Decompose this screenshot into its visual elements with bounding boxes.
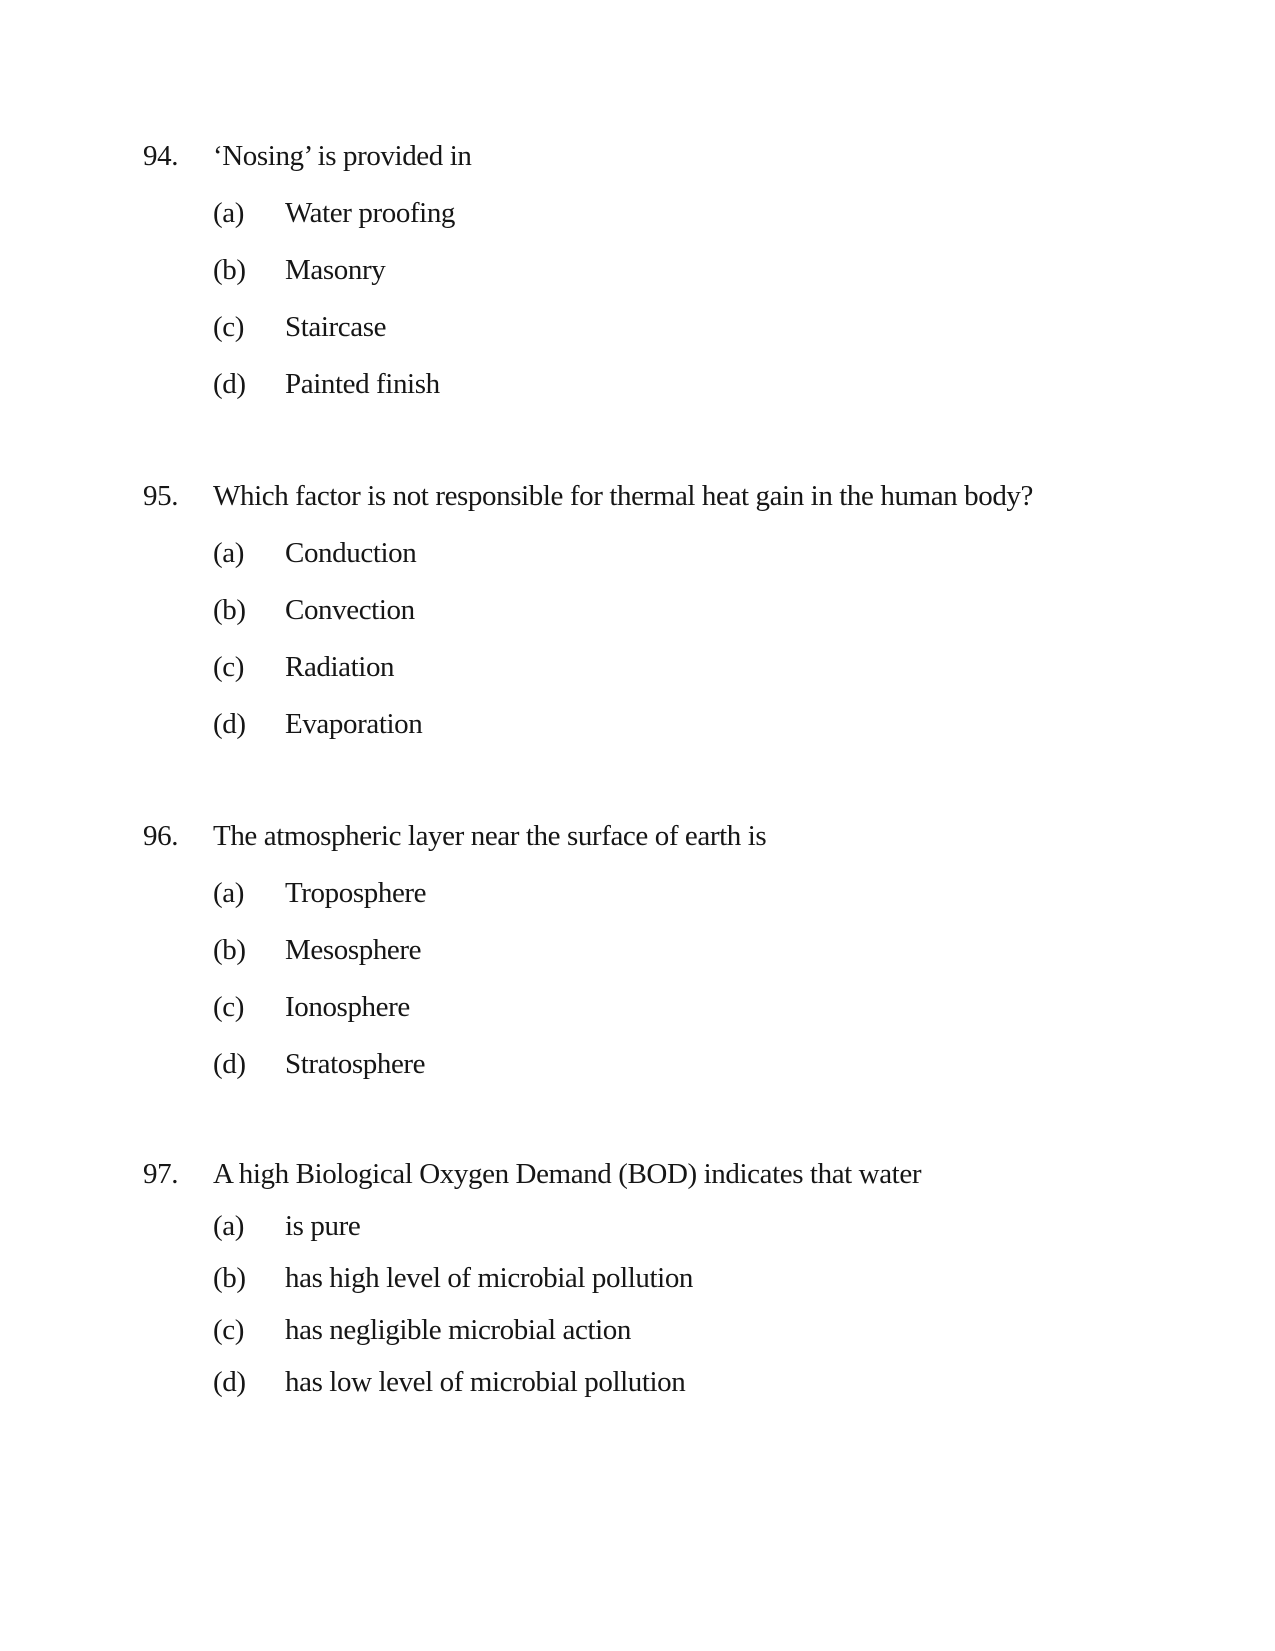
option-letter: (a) bbox=[213, 1210, 244, 1242]
question-96-option-a bbox=[143, 875, 1225, 911]
question-95-row bbox=[143, 478, 1225, 514]
option-text: Convection bbox=[285, 594, 415, 626]
question-95-option-a bbox=[143, 535, 1225, 571]
option-letter: (c) bbox=[213, 651, 244, 683]
question-96-option-b bbox=[143, 932, 1225, 968]
option-letter: (b) bbox=[213, 594, 246, 626]
option-text: is pure bbox=[285, 1210, 361, 1242]
question-text: ‘Nosing’ is provided in bbox=[213, 140, 472, 172]
option-letter: (b) bbox=[213, 254, 246, 286]
option-letter: (a) bbox=[213, 877, 244, 909]
question-95 bbox=[143, 478, 1225, 742]
question-96-option-c bbox=[143, 989, 1225, 1025]
question-97-option-b bbox=[143, 1260, 1225, 1296]
option-letter: (a) bbox=[213, 537, 244, 569]
option-text: Stratosphere bbox=[285, 1048, 426, 1080]
question-text: The atmospheric layer near the surface of earth is bbox=[213, 820, 767, 852]
question-number: 95. bbox=[143, 480, 179, 512]
question-number: 97. bbox=[143, 1158, 179, 1190]
question-97-option-a bbox=[143, 1208, 1225, 1244]
question-97-option-d bbox=[143, 1364, 1225, 1400]
option-text: Mesosphere bbox=[285, 934, 422, 966]
question-95-option-c bbox=[143, 649, 1225, 685]
option-letter: (d) bbox=[213, 1048, 246, 1080]
option-letter: (a) bbox=[213, 197, 244, 229]
question-94-row bbox=[143, 138, 1225, 174]
option-letter: (d) bbox=[213, 1366, 246, 1398]
option-letter: (b) bbox=[213, 1262, 246, 1294]
question-number: 94. bbox=[143, 140, 179, 172]
option-text: has negligible microbial action bbox=[285, 1314, 631, 1346]
option-letter: (c) bbox=[213, 311, 244, 343]
option-text: has low level of microbial pollution bbox=[285, 1366, 686, 1398]
option-text: Troposphere bbox=[285, 877, 427, 909]
option-letter: (c) bbox=[213, 991, 244, 1023]
option-letter: (b) bbox=[213, 934, 246, 966]
question-96-option-d bbox=[143, 1046, 1225, 1082]
option-text: has high level of microbial pollution bbox=[285, 1262, 694, 1294]
question-95-option-b bbox=[143, 592, 1225, 628]
option-text: Staircase bbox=[285, 311, 387, 343]
option-letter: (d) bbox=[213, 708, 246, 740]
question-97-option-c bbox=[143, 1312, 1225, 1348]
option-text: Conduction bbox=[285, 537, 417, 569]
option-text: Painted finish bbox=[285, 368, 440, 400]
option-letter: (c) bbox=[213, 1314, 244, 1346]
question-94-option-d bbox=[143, 366, 1225, 402]
question-96 bbox=[143, 818, 1225, 1082]
option-letter: (d) bbox=[213, 368, 246, 400]
option-text: Radiation bbox=[285, 651, 395, 683]
question-94-option-b bbox=[143, 252, 1225, 288]
question-97-row bbox=[143, 1156, 1225, 1192]
question-94-option-a bbox=[143, 195, 1225, 231]
question-94 bbox=[143, 138, 1225, 402]
option-text: Water proofing bbox=[285, 197, 456, 229]
question-94-option-c bbox=[143, 309, 1225, 345]
question-text: A high Biological Oxygen Demand (BOD) indicates that water bbox=[213, 1158, 922, 1190]
option-text: Masonry bbox=[285, 254, 386, 286]
question-97 bbox=[143, 1156, 1225, 1400]
question-text: Which factor is not responsible for thermal heat gain in the human body? bbox=[213, 480, 1034, 512]
question-number: 96. bbox=[143, 820, 179, 852]
question-96-row bbox=[143, 818, 1225, 854]
question-95-option-d bbox=[143, 706, 1225, 742]
option-text: Ionosphere bbox=[285, 991, 410, 1023]
option-text: Evaporation bbox=[285, 708, 423, 740]
